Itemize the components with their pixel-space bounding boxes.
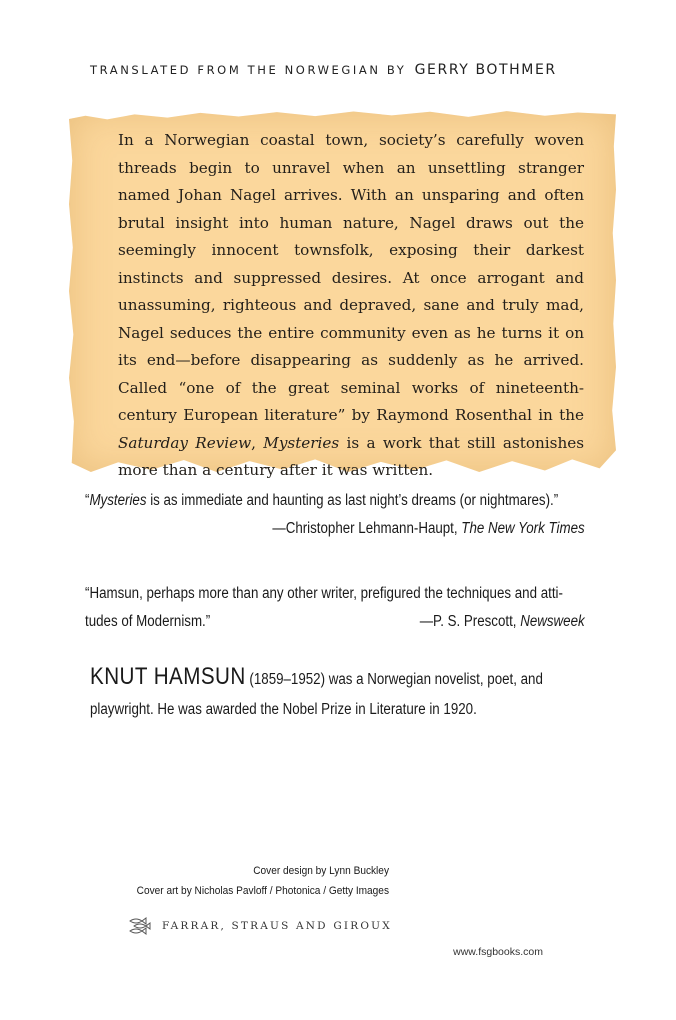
quote-book-title: Mysteries — [89, 492, 147, 509]
cover-design-credit: Cover design by Lynn Buckley — [253, 865, 389, 877]
blurb-separator: , — [251, 433, 264, 452]
cover-art-credit: Cover art by Nicholas Pavloff / Photonica / Getty Images — [136, 885, 389, 897]
author-name: KNUT HAMSUN — [90, 663, 246, 690]
quote-text: is as immediate and haunting as last night’s dreams (or nightmares).” — [146, 492, 559, 509]
publisher-logo — [128, 916, 398, 936]
translator-label: TRANSLATED FROM THE NORWEGIAN BY — [90, 63, 407, 77]
publisher-name: FARRAR, STRAUS AND GIROUX — [162, 920, 392, 932]
blurb-book-title: Mysteries — [263, 433, 340, 452]
attribution-publication: Newsweek — [520, 613, 585, 630]
publisher-website: www.fsgbooks.com — [453, 946, 543, 958]
bio-text: (1859–1952) was a Norwegian novelist, poet, and playwright. He was awarded the Nobel Prize in Literature in 1920. — [90, 671, 543, 718]
attribution-publication: The New York Times — [461, 520, 585, 537]
translator-credit — [90, 62, 590, 78]
blurb-publication: Saturday Review — [118, 433, 252, 452]
quote-text-line-1: “Hamsun, perhaps more than any other writer, prefigured the techniques and atti- — [85, 585, 563, 602]
translator-name: GERRY BOTHMER — [414, 62, 557, 78]
attribution-name: —Christopher Lehmann-Haupt, — [272, 520, 462, 537]
blurb-text-2: is a work that still astonishes more than a century after it was written. — [118, 433, 585, 479]
fsg-fish-icon — [128, 917, 154, 935]
attribution-name: —P. S. Prescott, — [419, 613, 521, 630]
quote-open-mark: “ — [85, 492, 90, 509]
quote-attribution — [420, 608, 585, 636]
book-blurb — [118, 127, 584, 485]
quote-attribution — [85, 515, 585, 543]
quote-text-line-2: tudes of Modernism.” — [85, 613, 211, 630]
review-quote-nyt — [85, 487, 585, 543]
author-bio — [90, 662, 585, 725]
review-quote-newsweek — [85, 580, 585, 636]
blurb-text-1: In a Norwegian coastal town, society’s carefully woven threads begin to unravel when an unsettling stranger named Johan Nagel arrives. With an unsparing and often brutal insight into human nature, Nagel draws out the seemingly innocent townsfolk, exposing their darkest instincts and suppressed desires. At once arrogant and unassuming, righteous and depraved, sane and truly mad, Nagel seduces the entire community even as he turns it on its end—before disappearing as suddenly as he arrived. Called “one of the great seminal works of nineteenth-century European literature” by Raymond Rosenthal in the — [118, 131, 584, 424]
